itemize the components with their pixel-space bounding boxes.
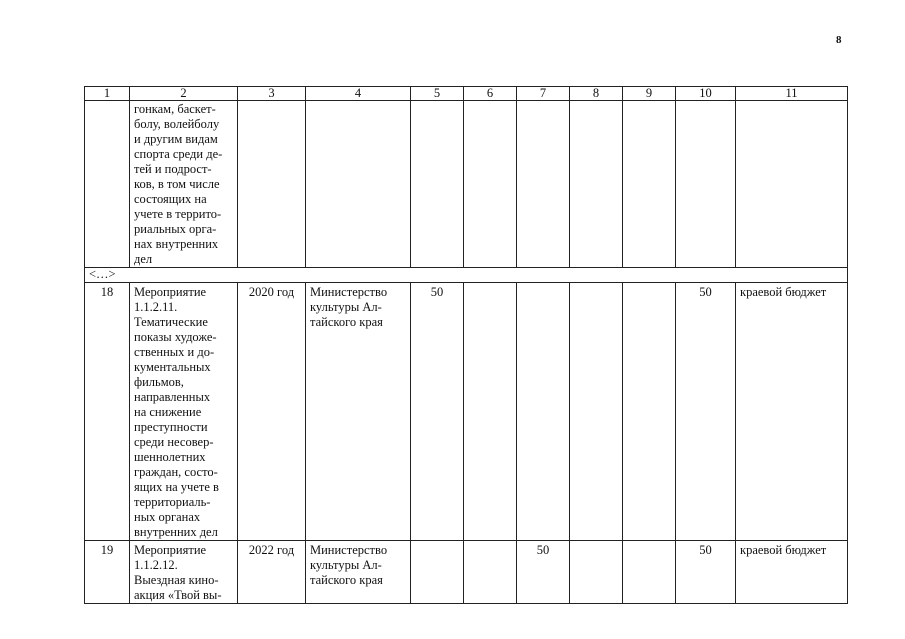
column-header: 4	[306, 87, 411, 101]
amount-cell	[411, 541, 464, 604]
row-number: 18	[85, 283, 130, 541]
table-cell	[464, 101, 517, 268]
column-header: 2	[130, 87, 238, 101]
source-cell: краевой бюджет	[736, 541, 848, 604]
executor-cell: Министерство культуры Ал- тайского края	[306, 541, 411, 604]
column-header: 7	[517, 87, 570, 101]
table-cell	[570, 101, 623, 268]
header-row	[85, 87, 848, 101]
activity-cell: Мероприятие 1.1.2.11. Тематические показы художе- ственных и до- кументальных фильмов, направленных на снижение преступности среди несовер- шеннолетних граждан, состо- ящих на учете в территориаль- ных органах внутренних дел	[130, 283, 238, 541]
ellipsis-row	[85, 268, 848, 283]
page-number: 8	[836, 34, 842, 46]
amount-cell	[623, 541, 676, 604]
executor-cell: Министерство культуры Ал- тайского края	[306, 283, 411, 541]
amount-cell	[517, 283, 570, 541]
amount-cell	[570, 283, 623, 541]
table-cell	[85, 101, 130, 268]
program-table	[84, 86, 848, 604]
table-cell	[238, 101, 306, 268]
row-number: 19	[85, 541, 130, 604]
table-cell	[676, 101, 736, 268]
table-cell	[411, 101, 464, 268]
amount-cell	[623, 283, 676, 541]
total-cell: 50	[676, 283, 736, 541]
total-cell: 50	[676, 541, 736, 604]
activity-cell: Мероприятие 1.1.2.12. Выездная кино- акция «Твой вы-	[130, 541, 238, 604]
continuation-row	[85, 101, 848, 268]
amount-cell: 50	[517, 541, 570, 604]
amount-cell	[464, 541, 517, 604]
amount-cell: 50	[411, 283, 464, 541]
column-header: 9	[623, 87, 676, 101]
column-header: 6	[464, 87, 517, 101]
source-cell: краевой бюджет	[736, 283, 848, 541]
table-cell	[623, 101, 676, 268]
amount-cell	[464, 283, 517, 541]
table-row	[85, 283, 848, 541]
column-header: 5	[411, 87, 464, 101]
column-header: 10	[676, 87, 736, 101]
column-header: 8	[570, 87, 623, 101]
ellipsis-marker: <…>	[85, 268, 848, 283]
column-header: 3	[238, 87, 306, 101]
year-cell: 2020 год	[238, 283, 306, 541]
column-header: 1	[85, 87, 130, 101]
table-cell	[517, 101, 570, 268]
amount-cell	[570, 541, 623, 604]
table-cell	[306, 101, 411, 268]
year-cell: 2022 год	[238, 541, 306, 604]
table-row	[85, 541, 848, 604]
table-cell: гонкам, баскет- болу, волейболу и другим видам спорта среди де- тей и подрост- ков, в том числе состоящих на учете в террито- риальных орга- нах внутренних дел	[130, 101, 238, 268]
column-header: 11	[736, 87, 848, 101]
table-cell	[736, 101, 848, 268]
